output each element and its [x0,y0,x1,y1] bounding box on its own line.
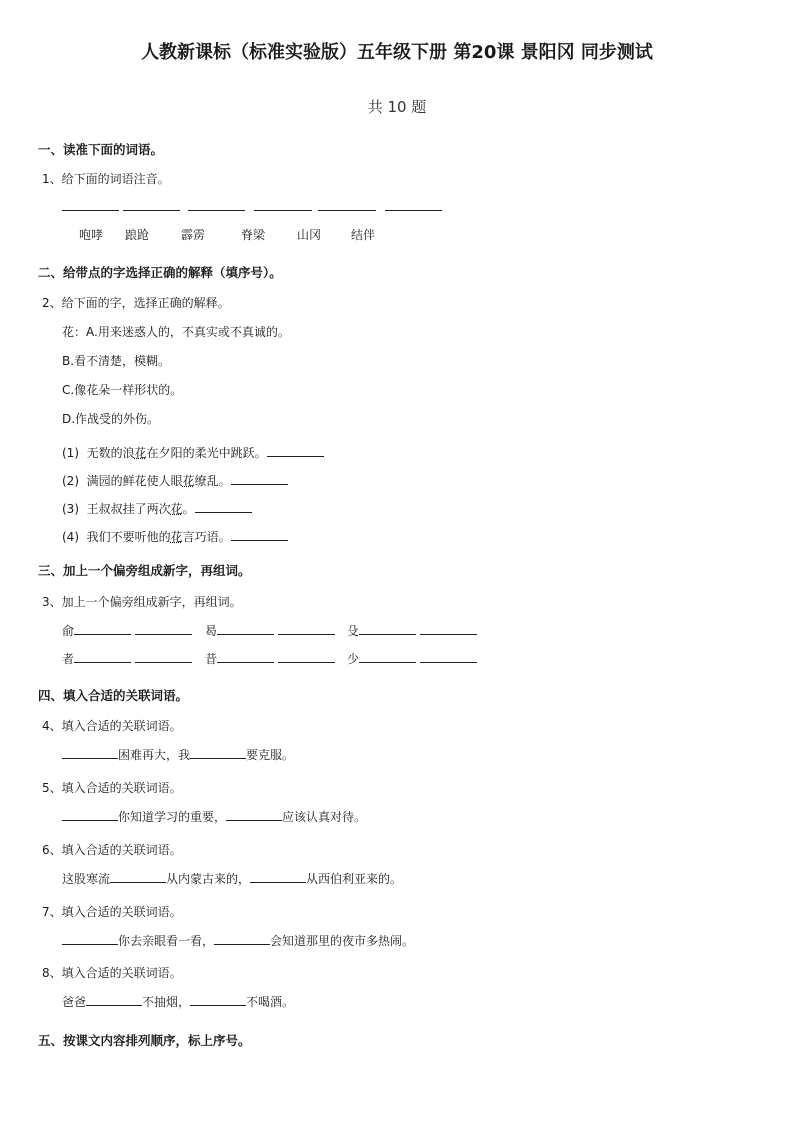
answer-blank[interactable] [278,650,335,663]
definition-d: D.作战受的外伤。 [62,412,160,426]
question-6: 6、填入合适的关联词语。 [42,843,182,857]
answer-blank[interactable] [231,528,288,541]
sentence-text: 爸爸 [62,995,87,1009]
question-8: 8、填入合适的关联词语。 [42,966,182,980]
radical-char: 少 [347,652,360,666]
radical-row-1b [205,622,335,639]
sub-item-4 [62,528,288,545]
question-8-sentence [62,993,294,1010]
word-3: 霹雳 [181,228,206,242]
sub-item-1 [62,444,324,461]
sub-item-text: 满园的鲜花使人眼 [86,474,183,488]
answer-blank[interactable] [62,808,118,821]
answer-blank[interactable] [359,650,416,663]
pinyin-blank-4[interactable] [254,210,312,211]
radical-char: 曷 [205,624,218,638]
pinyin-blank-3[interactable] [188,210,245,211]
sentence-text: 从西伯利亚来的。 [306,872,403,886]
sub-item-number: (2) [62,474,79,488]
section-3-heading: 三、加上一个偏旁组成新字，再组词。 [38,563,251,578]
question-3: 3、加上一个偏旁组成新字，再组词。 [42,595,242,609]
section-1-heading: 一、读准下面的词语。 [38,142,164,157]
definition-b: B.看不清楚，模糊。 [62,354,171,368]
radical-char: 者 [62,652,75,666]
dotted-char: 花 [170,502,183,516]
sentence-text: 困难再大，我 [118,748,191,762]
question-7: 7、填入合适的关联词语。 [42,905,182,919]
answer-blank[interactable] [420,650,477,663]
sub-item-number: (1) [62,446,79,460]
question-5-sentence [62,808,366,825]
answer-blank[interactable] [62,746,118,759]
answer-blank[interactable] [74,650,131,663]
question-4-sentence [62,746,294,763]
sub-item-text: 无数的浪 [86,446,135,460]
answer-blank[interactable] [359,622,416,635]
section-2-heading: 二、给带点的字选择正确的解释（填序号）。 [38,265,282,280]
word-4: 脊梁 [241,228,266,242]
pinyin-blank-1[interactable] [62,210,119,211]
radical-char: 殳 [347,624,360,638]
definition-c: C.像花朵一样形状的。 [62,383,183,397]
sub-item-text: 在夕阳的柔光中跳跃。 [146,446,267,460]
answer-blank[interactable] [135,622,192,635]
sub-item-text: 。 [182,502,195,516]
answer-blank[interactable] [226,808,282,821]
answer-blank[interactable] [217,622,274,635]
answer-blank[interactable] [214,932,270,945]
radical-char: 昔 [205,652,218,666]
sub-item-text: 缭乱。 [194,474,231,488]
sentence-text: 这股寒流 [62,872,111,886]
word-6: 结伴 [351,228,376,242]
word-5: 山冈 [297,228,322,242]
answer-blank[interactable] [190,993,246,1006]
sentence-text: 你知道学习的重要， [118,810,227,824]
dotted-char: 花 [134,446,147,460]
sentence-text: 不喝酒。 [246,995,295,1009]
sentence-text: 应该认真对待。 [282,810,367,824]
definition-a: 花：A.用来迷惑人的，不真实或不真诚的。 [62,325,290,339]
sub-item-3 [62,500,252,517]
sub-item-number: (4) [62,530,79,544]
sub-item-2 [62,472,288,489]
answer-blank[interactable] [267,444,324,457]
answer-blank[interactable] [74,622,131,635]
pinyin-blank-2[interactable] [123,210,180,211]
sentence-text: 你去亲眼看一看， [118,934,215,948]
section-5-heading: 五、按课文内容排列顺序，标上序号。 [38,1033,251,1048]
answer-blank[interactable] [86,993,142,1006]
section-4-heading: 四、填入合适的关联词语。 [38,688,189,703]
question-2: 2、给下面的字，选择正确的解释。 [42,296,230,310]
pinyin-blank-6[interactable] [385,210,442,211]
sub-item-text: 我们不要听他的 [86,530,171,544]
pinyin-blank-5[interactable] [318,210,376,211]
word-1: 咆哮 [79,228,104,242]
answer-blank[interactable] [135,650,192,663]
radical-row-1 [62,622,192,639]
sentence-text: 要克服。 [246,748,295,762]
radical-row-2 [62,650,192,667]
radical-row-2b [205,650,335,667]
sentence-text: 从内蒙古来的， [166,872,251,886]
sentence-text: 会知道那里的夜市多热闹。 [270,934,415,948]
dotted-char: 花 [170,530,183,544]
answer-blank[interactable] [110,870,166,883]
radical-char: 俞 [62,624,75,638]
answer-blank[interactable] [62,932,118,945]
answer-blank[interactable] [217,650,274,663]
dotted-char: 花 [182,474,195,488]
question-count: 共 10 题 [367,98,427,116]
question-5: 5、填入合适的关联词语。 [42,781,182,795]
question-7-sentence [62,932,414,949]
answer-blank[interactable] [278,622,335,635]
answer-blank[interactable] [420,622,477,635]
answer-blank[interactable] [231,472,288,485]
sub-item-text: 王叔叔挂了两次 [86,502,171,516]
sub-item-text: 言巧语。 [182,530,231,544]
radical-row-1c [347,622,477,639]
answer-blank[interactable] [250,870,306,883]
answer-blank[interactable] [190,746,246,759]
question-6-sentence [62,870,402,887]
sub-item-number: (3) [62,502,79,516]
question-1: 1、给下面的词语注音。 [42,172,170,186]
sentence-text: 不抽烟， [142,995,191,1009]
answer-blank[interactable] [195,500,252,513]
page-title: 人教新课标（标准实验版）五年级下册 第20课 景阳冈 同步测试 [141,42,653,63]
radical-row-2c [347,650,477,667]
word-2: 踉跄 [125,228,150,242]
question-4: 4、填入合适的关联词语。 [42,719,182,733]
